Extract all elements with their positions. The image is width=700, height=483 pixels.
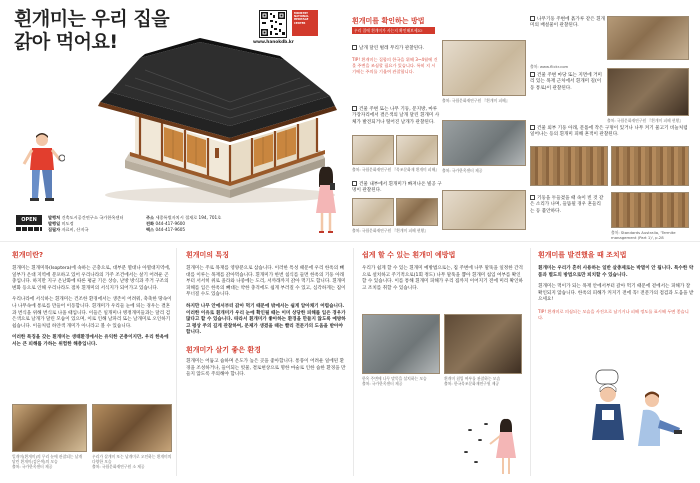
- date-label: 발행일: [48, 221, 61, 227]
- check-item-5[interactable]: [530, 72, 605, 92]
- found-section: [538, 250, 694, 478]
- caption-4: 출처: 국립문화재연구원 『흰개미 피해 현황』: [352, 228, 429, 233]
- tip-note: TIP! 흰개미는 집합의 한국을 위해 3~4월에 건물 주변을 조심할 필요가 있습니다. 특히 지 시기에는 주의를 기울여 관찰합니다.: [352, 57, 438, 75]
- checkbox-1[interactable]: [352, 45, 357, 50]
- publisher-col: [48, 215, 138, 234]
- photo-winged-termites: [442, 40, 526, 96]
- check-item-1-text: 날개 달린 벌레 무리가 관찰된다.: [359, 46, 424, 51]
- found-section-title: 흰개미를 발견했을 때 조치법: [538, 251, 627, 259]
- caption-3: 출처: 국가한옥센터 제공: [442, 168, 483, 173]
- photo-termite-colony: [12, 404, 87, 452]
- found-tip: TIP! 흰개미로 의심되는 모습을 사진으로 남기거나 피해 정도를 표시해 두면 좋습니다.: [538, 308, 689, 321]
- environment-paragraph: 흰개미는 어둡고 습하며 온도가 높은 곳을 좋아합니다. 통풍이 어려운 일에된 환경을 조성하거나, 들이되는 빗물, 결로현상으로 명한 마술로 인한 습한 환경을 만들지 않도록 주의해야 합니다.: [186, 358, 346, 378]
- prevent-section-title: 쉽게 할 수 있는 흰개미 예방법: [362, 251, 456, 259]
- contact-col: [146, 215, 246, 234]
- caption-5: 출처: www.flickr.com: [530, 64, 569, 69]
- what-paragraph-3: 이러한 특징을 갖는 흰개미는 생태환경에서는 유익한 곤충이지만, 우리 한옥에서는 큰 피해를 가하는 위험한 해충입니다.: [12, 335, 169, 347]
- open-license-badge: [16, 215, 42, 225]
- check-item-2[interactable]: [352, 106, 442, 126]
- check-item-3-text: 건물 내부에서 흰개미가 빠져나온 빌공 구멍이 관찰된다.: [352, 182, 442, 194]
- checkbox-7[interactable]: [530, 195, 535, 200]
- check-subtitle-text: 우리 집에 흰개미가 사는지 확인해보세요!: [354, 28, 423, 33]
- checkbox-5[interactable]: [530, 72, 535, 77]
- photo-termite-types: [92, 404, 172, 452]
- fax-label: 팩스: [146, 227, 155, 233]
- check-item-7[interactable]: [530, 195, 605, 215]
- photo-dead-termites: [352, 135, 394, 165]
- what-paragraph-1: 흰개미는 흰개미목(Isoptera)에 속하는 곤충으로, 대부분 열대나 아열대지역에, 일부가 온대 지역에 분포하고 있어 우리나라의 가주 조건에서는 살기 어려운 곤충입니다. 하지만 지구 온난화에 따른 평균 기온 상승, 난방 방식과 주거 구조의 변화 등으로 인해 우리나라도 점차 흰개미의 서식지가 되어가고 있습니다.: [12, 266, 171, 291]
- feature-section-title: 흰개미의 특징: [186, 251, 230, 259]
- hanok-illustration: [80, 30, 345, 205]
- writer-value: 자료비, 산지국: [61, 227, 89, 233]
- column-divider-2: [353, 248, 354, 476]
- fax-value: 044-417-9605: [155, 227, 186, 233]
- prevent-section: [362, 250, 524, 478]
- photo-hollow-post: [611, 192, 689, 228]
- check-section-title: 흰개미를 확인하는 방법: [352, 17, 425, 25]
- caption-6: 출처: 국립문화재연구원 『흰개미 피해 현황』: [607, 118, 684, 123]
- checkbox-2[interactable]: [352, 106, 357, 111]
- expert-illustration: [588, 350, 698, 455]
- check-item-2-text: 건물 주변 또는 나무 기둥, 문지방, 마루 가장자리에서 결은색의 날개 달린 흰개미 사체가 발견되거나 떨어진 날개가 관찰된다.: [352, 107, 440, 125]
- photo-frass: [442, 190, 526, 230]
- tel-label: 전화: [146, 221, 155, 227]
- check-item-6-text: 건물 외부 기둥 아래, 문틀에 작은 구멍이 있거나 나무 켜기 물고기 비늘처럼 일어나는 등의 흰개미 피해 흔적이 관찰된다.: [530, 126, 688, 138]
- check-subtitle: [352, 27, 435, 34]
- photo-post-damage-2: [611, 146, 689, 186]
- cc-icons: [16, 227, 42, 231]
- photo-stakes: [362, 314, 440, 374]
- woman-termite-illustration: [462, 410, 522, 478]
- title-line-1: 흰개미는 우리 집을: [14, 8, 170, 30]
- feature-paragraph-1: 흰개미는 주로 목재를 영양분으로 삼습니다. 이러한 특성 때문에 우리 한옥의 빼대를 이루는 목재를 갉아먹습니다. 흰개미가 한번 침식를 들면 한옥의 기둥 아래부터 서서히 위로 올라와 나중에는 도리, 서까래까지 갉아 먹기도 합니다. 흰개미 피해를 입은 한옥의 빼대는 약한 충격에도 쉽게 부러질 수 있고, 심각하게는 집이 무너질 수도 있습니다.: [186, 266, 346, 298]
- man-illustration: [20, 130, 65, 205]
- check-item-7-text: 기둥을 두들겼을 때 속이 빈 것 같은 소리가 나며, 들뜸될 경우 흔들리는 등 불안하다.: [530, 196, 604, 214]
- photo-post-damage-1: [530, 146, 608, 186]
- website-url[interactable]: www.hanokdb.kr: [253, 40, 294, 45]
- found-paragraph-2: 흰개미는 먹이가 되는 목재 안에서부터 갉아 먹기 때문에 겉에서는 피해가 잘 확인되지 않습니다. 한옥의 피해가 커지기 전에 꼭! 전문가의 점검과 도움을 받으세요!: [538, 284, 694, 303]
- column-divider-1: [176, 248, 177, 476]
- found-paragraph-1: 흰개미는 우리가 흔히 사용하는 일반 살충제로는 박멸이 안 됩니다. 특수한 약품과 별도의 방법으로만 퇴치할 수 있습니다.: [538, 266, 694, 278]
- caption-1: 출처: 국립문화재연구원 『흰개미 피해』: [442, 98, 510, 103]
- check-item-4[interactable]: [530, 16, 605, 30]
- tel-value: 044-417-9600: [155, 221, 186, 227]
- check-item-5-text: 건물 주변 마당 또는 지면에 거미리 있는 목재 근처에서 흰개미 길(이동 통로)이 관찰된다.: [530, 73, 602, 91]
- photo-mud-tubes: [607, 68, 689, 116]
- photo-sawdust: [607, 16, 689, 60]
- prevent-paragraph: 우리가 쉽게 할 수 있는 흰개미 예방법으로는, 집 주변에 나무 말뚝을 일정한 간격으로 설치하고 주기적으로(1회 정도) 나무 말뚝을 뽑아 흰개미 침입 여부를 확인할 수 있습니다. 이를 통해 흰개미 피해가 우리 집까지 이어지기 전에 미리 확인하고 조치를 취할 수 있습니다.: [362, 266, 523, 291]
- caption-7: 출처: Standards Australia, 'Termite management (Part 1)', p.28: [611, 230, 676, 240]
- what-caption-1: 일개미(흰개미)의 무리 눈에 관찰되는 날개 달린 흰개미(검은색)의 모습 출처: 국가한옥센터 제공: [12, 454, 83, 469]
- what-section: [12, 250, 172, 478]
- checkbox-3[interactable]: [352, 181, 357, 186]
- date-value: 미도정: [61, 221, 74, 227]
- feature-section: [186, 250, 346, 478]
- environment-title: 흰개미가 살기 좋은 환경: [186, 345, 261, 354]
- caption-2: 출처: 국립문화재연구원 『목조문화재 흰개미 피해』: [352, 167, 440, 172]
- check-section: [352, 12, 692, 240]
- what-caption-2: 우리가 살개미 또는 날개미로 오인하는 흰개미의 다양한 모습 출처: 국립문화재연구원 소 제공: [92, 454, 172, 469]
- photo-fallen-wings: [396, 135, 438, 165]
- address-label: 주소: [146, 215, 155, 220]
- what-paragraph-2: 우리나라에 서식하는 흰개미는 건조한 환경에서는 생존이 어려워, 축축한 땅속이나 나무속에 통로를 만들어 이동합니다. 흰개미가 우리들 눈에 띄는 경우는 결혼과 번식을 위해 번식로 나올 때입니다. 이들은 일개미나 병정개미들과는 달리 검은색으로 날개가 달린 모습이 있으며, 이로 인해 날파리 또는 날개미로 오인하기 쉽습니다. 이들처럼 하얀색 개미가 아니라고 볼 수 있습니다.: [12, 297, 172, 329]
- column-divider-3: [530, 248, 531, 476]
- check-item-4-text: 나무기둥 주변에 흙가루 같은 흰개미의 배설물이 관찰된다.: [530, 17, 605, 29]
- photo-exit-holes-2: [396, 198, 438, 226]
- publisher-label: 발행처: [48, 215, 61, 220]
- checkbox-6[interactable]: [530, 125, 535, 130]
- what-section-title: 흰개미란?: [12, 251, 44, 259]
- title-line-2: 갉아 먹어요!: [14, 31, 118, 53]
- photo-wood-damage: [442, 120, 526, 166]
- writer-label: 집필자: [48, 227, 61, 233]
- prevent-caption-2: 흰개미 침입 여부를 관찰하는 모습 출처: 한국목조문화재연구원 제공: [444, 376, 501, 386]
- horizontal-divider: [0, 241, 700, 242]
- photo-inspection: [444, 314, 522, 374]
- feature-paragraph-2: 하지만 나무 안에서부터 갉아 먹기 때문에 밖에서는 쉽게 알아채기 어렵습니다. 이러한 이유로 흰개미가 우리 눈에 확인될 때는 이미 상당한 피해를 입은 경우가 많다고 할 수 있습니다. 따라서 흰개미가 좋아하는 환경을 만들지 않도록 예방하고 평상 주의 깊게 관찰하여, 문제가 생겼을 때는 빨리 전문가의 도움을 받아야 합니다.: [186, 303, 346, 336]
- check-item-3[interactable]: [352, 181, 442, 195]
- checkbox-4[interactable]: [530, 16, 535, 21]
- open-label: OPEN: [21, 217, 37, 223]
- woman-illustration: [312, 165, 340, 235]
- check-item-6[interactable]: [530, 125, 690, 139]
- check-item-1[interactable]: [352, 45, 442, 52]
- photo-exit-holes: [352, 198, 394, 226]
- agency-logo-text: MINISTRY NATIONAL HERITAGE CENTER: [294, 12, 309, 25]
- prevent-caption-1: 한옥 주변에 나무 말뚝을 설치하는 모습 출처: 국가한옥센터 제공: [362, 376, 427, 386]
- publisher-value: 건축도시공간연구소 국가한옥센터: [61, 215, 124, 220]
- address-value: 세종특별자치시 절재로 194, 701호: [155, 215, 222, 220]
